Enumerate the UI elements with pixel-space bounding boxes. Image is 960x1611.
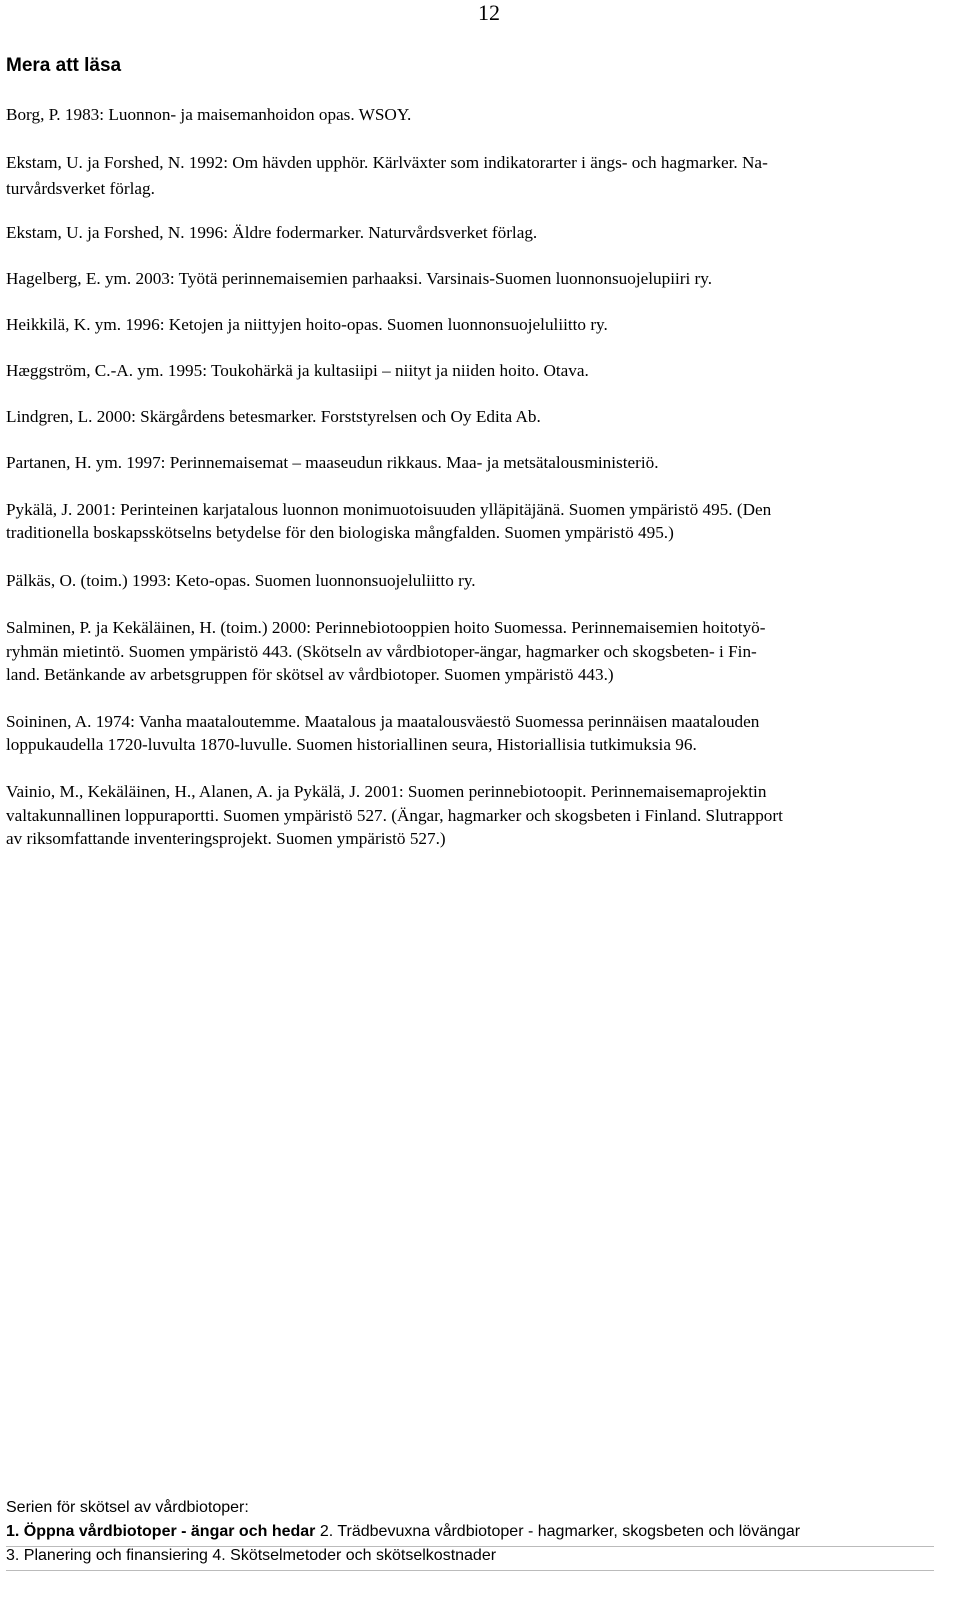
reference-entry [6,104,411,126]
reference-line: Salminen, P. ja Kekäläinen, H. (toim.) 2000: Perinnebiotooppien hoito Suomessa. Perinnemaisemien hoitotyö- [6,618,766,637]
reference-line: Hagelberg, E. ym. 2003: Työtä perinnemaisemien parhaaksi. Varsinais-Suomen luonnonsuojelupiiri ry. [6,269,713,288]
reference-line: valtakunnallinen loppuraportti. Suomen ympäristö 527. (Ängar, hagmarker och skogsbeten i Finland. Slutrapport [6,805,783,825]
reference-line: Vainio, M., Kekäläinen, H., Alanen, A. ja Pykälä, J. 2001: Suomen perinnebiotoopit. Perinnemaisemaprojektin [6,782,767,801]
reference-entry [6,268,712,290]
series-item-3: 3. Planering och finansiering 4. Skötselmetoder och skötselkostnader [6,1547,497,1564]
footer-divider [6,1570,934,1571]
reference-line: av riksomfattande inventeringsprojekt. Suomen ympäristö 527.) [6,829,446,848]
reference-line: Ekstam, U. ja Forshed, N. 1996: Äldre fodermarker. Naturvårdsverket förlag. [6,223,538,242]
reference-line: Heikkilä, K. ym. 1996: Ketojen ja niittyjen hoito-opas. Suomen luonnonsuojeluliitto ry. [6,315,608,334]
reference-line: loppukaudella 1720-luvulta 1870-luvulle. Suomen historiallinen seura, Historiallisia tutkimuksia 96. [6,735,697,754]
reference-line: Ekstam, U. ja Forshed, N. 1992: Om hävden upphör. Kärlväxter som indikatorarter i ängs- och hagmarker. Na- [6,153,768,172]
reference-line: ryhmän mietintö. Suomen ympäristö 443. (Skötseln av vårdbiotoper-ängar, hagmarker och skogsbeten- i Fin- [6,641,757,661]
reference-entry [6,406,541,428]
series-footer [6,1496,946,1568]
reference-entry [6,452,659,474]
reference-line: Partanen, H. ym. 1997: Perinnemaisemat – maaseudun rikkaus. Maa- ja metsätalousministeriö. [6,453,659,472]
reference-entry [6,780,783,851]
reference-entry [6,498,771,544]
reference-line: traditionella boskapsskötselns betydelse för den biologiska mångfalden. Suomen ympäristö 495.) [6,523,674,542]
reference-entry [6,360,589,382]
reference-line: Soininen, A. 1974: Vanha maataloutemme. Maatalous ja maatalousväestö Suomessa perinnäisen maatalouden [6,712,760,731]
reference-entry [6,570,476,592]
reference-line: land. Betänkande av arbetsgruppen för skötsel av vårdbiotoper. Suomen ympäristö 443.) [6,665,614,684]
series-item-1: 1. Öppna vårdbiotoper - ängar och hedar [6,1523,316,1540]
reference-entry [6,616,765,687]
reference-line: Hæggström, C.-A. ym. 1995: Toukohärkä ja kultasiipi – niityt ja niiden hoito. Otava. [6,361,589,380]
reference-entry [6,150,768,202]
reference-entry [6,222,537,244]
footer-divider [6,1546,934,1547]
reference-line: Lindgren, L. 2000: Skärgårdens betesmarker. Forststyrelsen och Oy Edita Ab. [6,407,541,426]
reference-line: turvårdsverket förlag. [6,179,155,198]
reference-line: Borg, P. 1983: Luonnon- ja maisemanhoidon opas. WSOY. [6,105,412,124]
section-heading: Mera att läsa [6,55,122,76]
series-line-1 [6,1520,946,1544]
series-label: Serien för skötsel av vårdbiotoper: [6,1499,249,1516]
reference-entry [6,314,608,336]
reference-entry [6,710,759,756]
reference-line: Pälkäs, O. (toim.) 1993: Keto-opas. Suomen luonnonsuojeluliitto ry. [6,571,476,590]
reference-line: Pykälä, J. 2001: Perinteinen karjatalous luonnon monimuotoisuuden ylläpitäjänä. Suomen ympäristö 495. (Den [6,500,772,519]
series-item-2: 2. Trädbevuxna vårdbiotoper - hagmarker, skogsbeten och lövängar [315,1523,801,1540]
page-number: 12 [478,0,500,25]
